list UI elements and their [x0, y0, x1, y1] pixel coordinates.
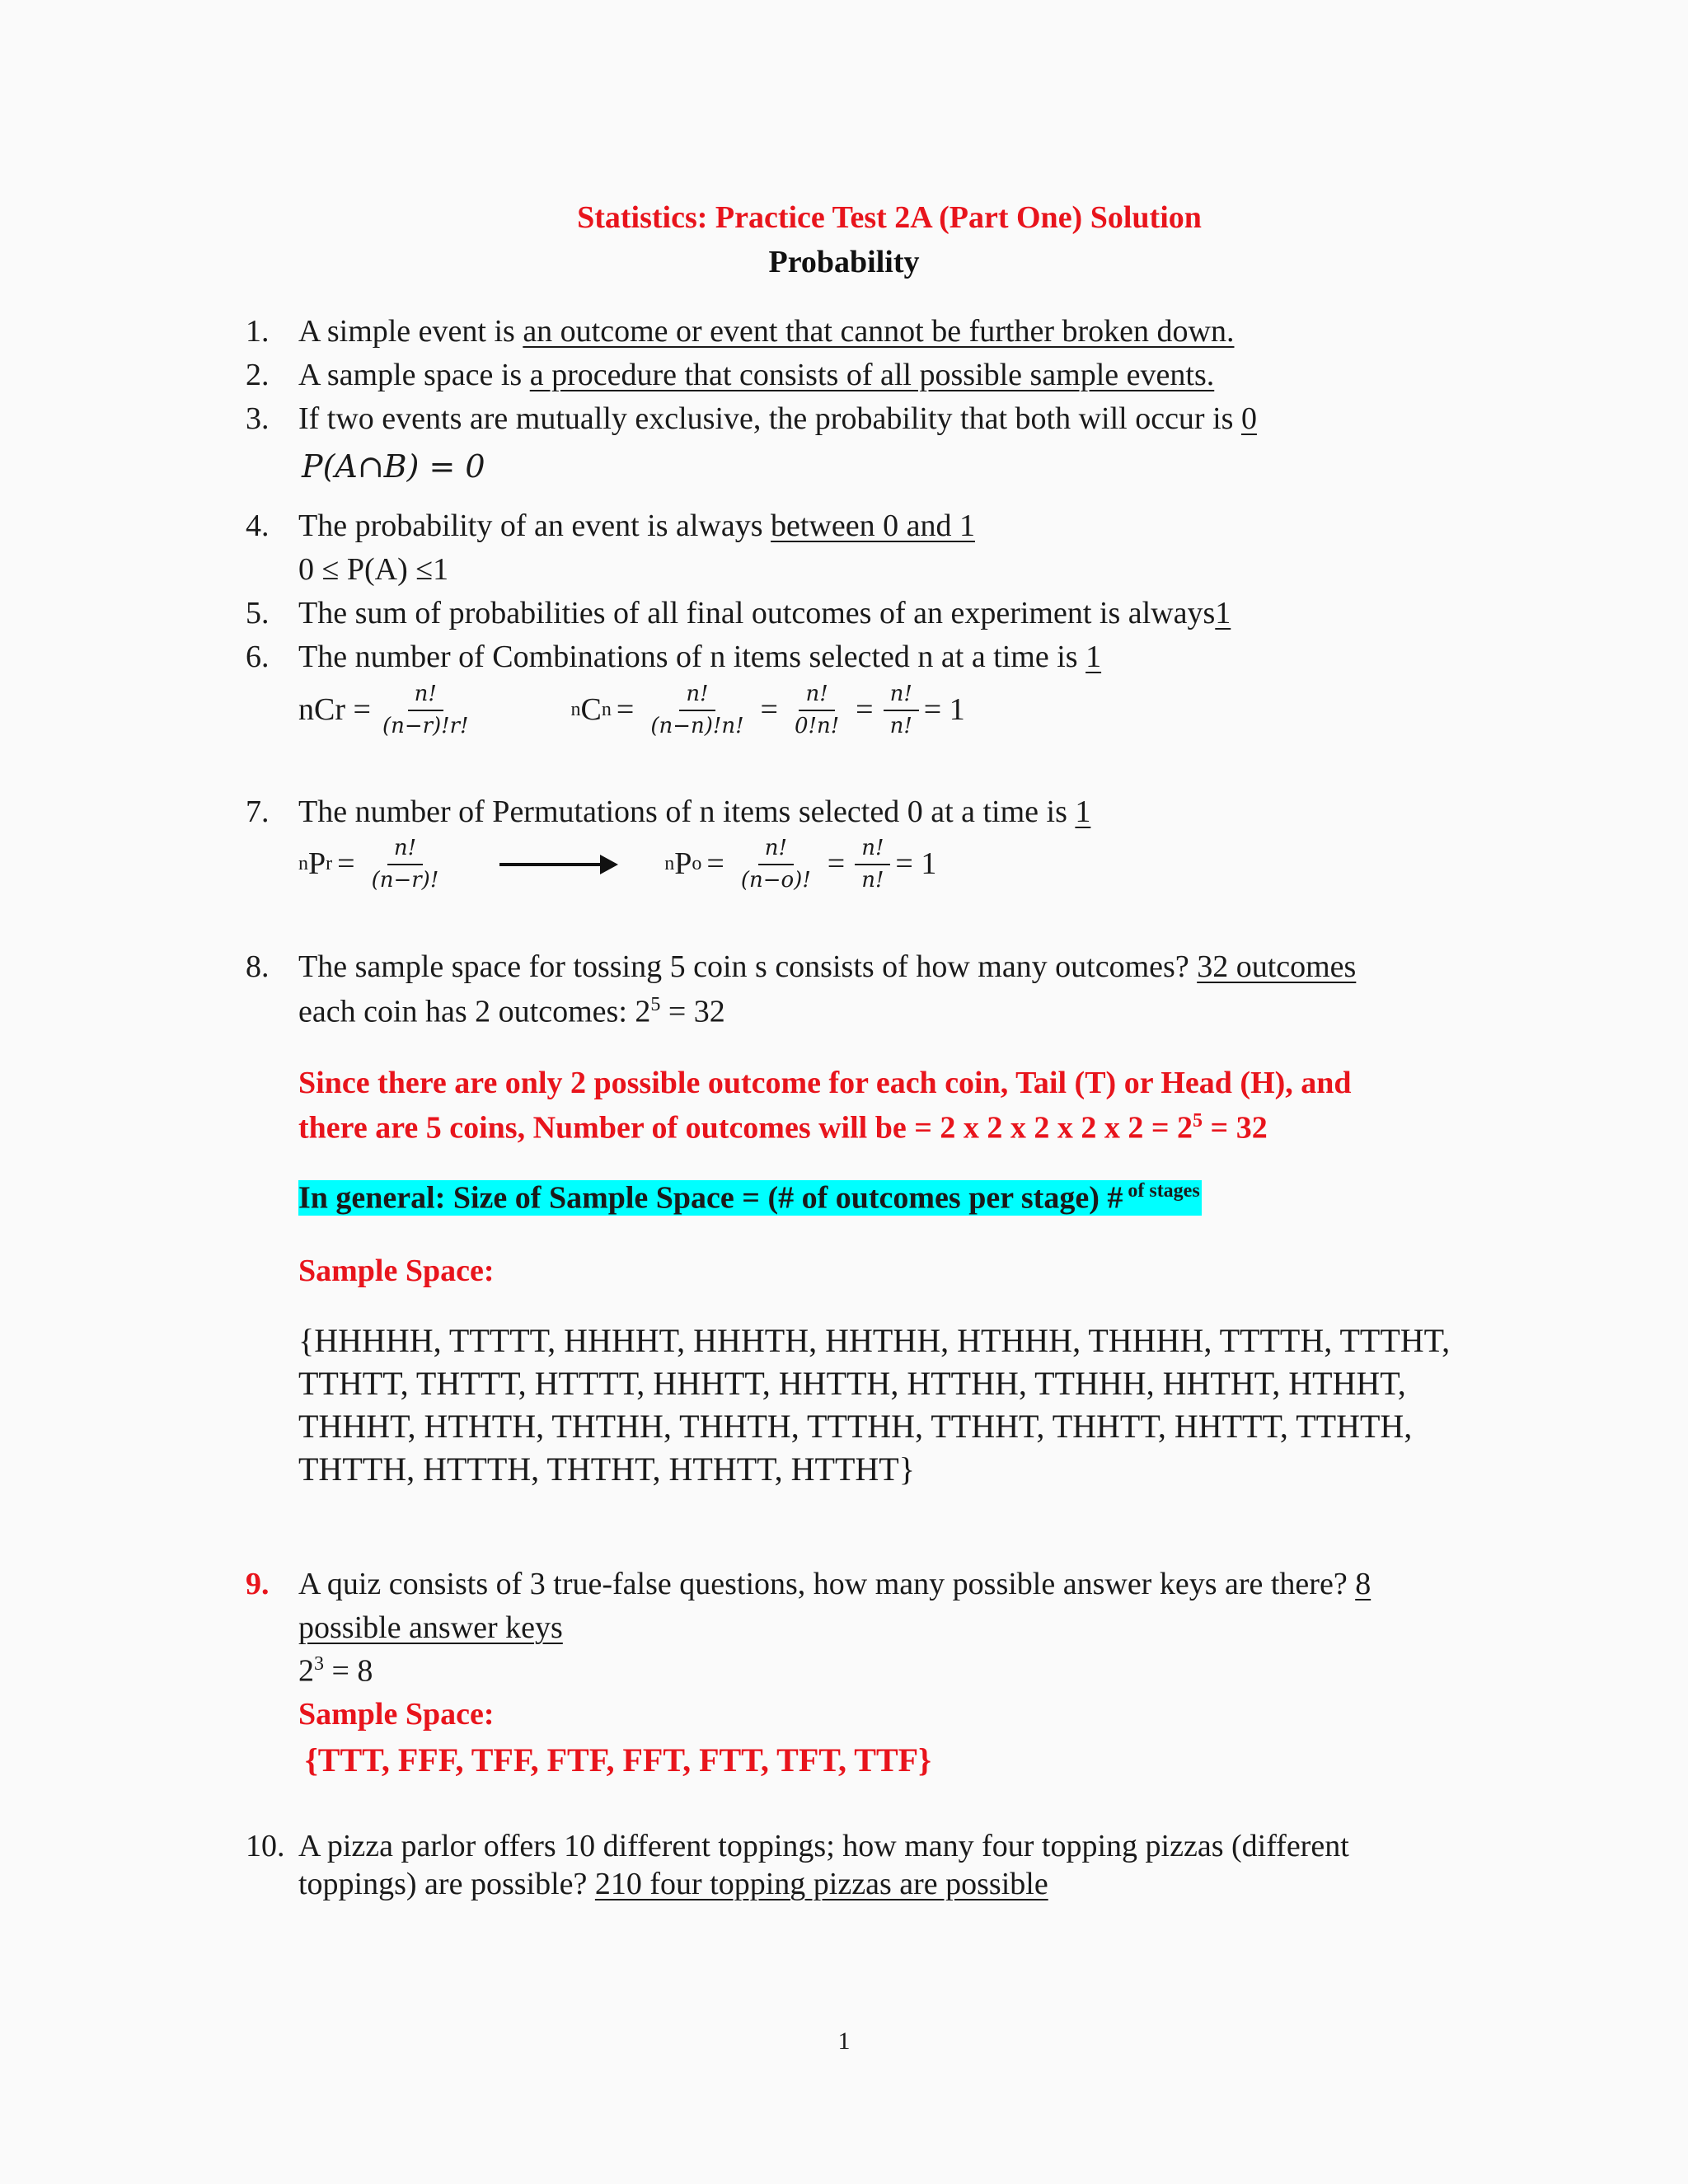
q6-equals-3: =	[856, 691, 874, 727]
q2-question: A sample space is	[298, 358, 530, 392]
q7-question: The number of Permutations of n items selected 0 at a time is	[298, 794, 1076, 829]
q3-question: If two events are mutually exclusive, the probability that both will occur is	[298, 401, 1241, 436]
page-subtitle: Probability	[768, 245, 920, 279]
page-title: Statistics: Practice Test 2A (Part One) Solution	[577, 200, 1202, 235]
q7-npr-sub: r	[326, 853, 333, 875]
q9-text	[298, 1568, 1371, 1602]
q8-question: The sample space for tossing 5 coin s consists of how many outcomes?	[298, 949, 1198, 984]
q9-sample-space: {TTT, FFF, TFF, FTF, FFT, FTT, TFT, TTF}	[305, 1741, 931, 1779]
q8-explanation: each coin has 2 outcomes: $2^5 = 32$	[298, 994, 725, 1029]
q5-answer: 1	[1215, 596, 1231, 630]
q1-answer: an outcome or event that cannot be further broken down.	[523, 314, 1235, 349]
q7-result: = 1	[895, 846, 937, 881]
q7-npo-p: P	[674, 846, 692, 881]
q4-answer: between 0 and 1	[771, 509, 975, 543]
q8-answer: 32 outcomes	[1197, 949, 1357, 984]
q6-fraction-4: $\frac{n!}{n!}$	[884, 682, 919, 738]
q8-general-rule: In general: Size of Sample Space = (# of outcomes per stage) # $^{of stages}$	[298, 1180, 1200, 1216]
q6-fraction-1: $\frac{n!}{(n-r)!r!}$	[382, 682, 469, 738]
q9-calculation: $2^3 = 8$	[298, 1653, 373, 1689]
q3-answer: 0	[1240, 401, 1257, 436]
q6-equals-2: =	[760, 691, 778, 727]
q6-equals-1: =	[616, 691, 635, 727]
q2-text	[298, 359, 1214, 393]
q9-sample-space-label: Sample Space:	[298, 1697, 495, 1732]
q7-npo-presub: n	[664, 853, 675, 875]
q8-sample-line-4: THTTH, HTTTH, THTHT, HTHTT, HTTHT}	[298, 1451, 915, 1488]
q10-number: 10.	[246, 1829, 285, 1863]
q6-ncn-c: C	[580, 691, 602, 727]
page-number: 1	[837, 2027, 851, 2055]
q8-red-line-1: Since there are only 2 possible outcome for each coin, Tail (T) or Head (H), and	[298, 1066, 1352, 1100]
q3-formula: P(A∩B) = 0	[302, 448, 485, 485]
q6-result: = 1	[923, 691, 965, 727]
q6-answer: 1	[1085, 640, 1102, 674]
q7-equals-1: =	[337, 846, 355, 881]
q8-sample-line-1: {HHHHH, TTTTT, HHHHT, HHHTH, HHTHH, HTHHH, THHHH, TTTTH, TTTHT,	[298, 1322, 1451, 1359]
q6-fraction-2: $\frac{n!}{(n-n)!n!}$	[650, 682, 744, 738]
q7-text	[298, 795, 1090, 830]
q6-ncn-sub: n	[601, 699, 612, 721]
q7-npr-p: P	[308, 846, 326, 881]
q7-npr-presub: n	[298, 853, 308, 875]
q7-fraction-3: $\frac{n!}{n!}$	[855, 837, 890, 892]
q7-fraction-2: $\frac{n!}{(n-o)!}$	[740, 836, 811, 893]
q7-number: 7.	[246, 794, 270, 829]
q4-number: 4.	[246, 509, 270, 543]
q6-ncr-label: nCr =	[298, 691, 371, 727]
q5-number: 5.	[246, 596, 270, 630]
q8-sample-line-3: THHHT, HTHTH, THTHH, THHTH, TTTHH, TTHHT, THHTT, HHTTT, TTHTH,	[298, 1408, 1413, 1445]
q9-answer: 8	[1355, 1567, 1372, 1601]
q1-number: 1.	[246, 314, 270, 349]
q10-text: A pizza parlor offers 10 different toppings; how many four topping pizzas (different	[298, 1829, 1349, 1863]
q7-equals-3: =	[827, 846, 846, 881]
q5-question: The sum of probabilities of all final outcomes of an experiment is always	[298, 596, 1216, 630]
q6-number: 6.	[246, 640, 270, 674]
q4-question: The probability of an event is always	[298, 509, 771, 543]
q10-answer: 210 four topping pizzas are possible	[594, 1867, 1048, 1901]
q9-number: 9.	[246, 1567, 270, 1601]
q1-question: A simple event is	[298, 314, 523, 349]
q2-number: 2.	[246, 358, 270, 392]
q7-answer: 1	[1075, 794, 1091, 829]
q7-formula	[298, 837, 936, 892]
q8-number: 8.	[246, 949, 270, 984]
q6-text	[298, 640, 1101, 675]
q8-sample-line-2: TTHTT, THTTT, HTTTT, HHHTT, HHTTH, HTTHH, TTHHH, HHTHT, HTHHT,	[298, 1365, 1406, 1402]
q6-fraction-3: $\frac{n!}{0!n!}$	[794, 682, 840, 738]
q6-question: The number of Combinations of n items selected n at a time is	[298, 640, 1086, 674]
q6-formula	[298, 682, 965, 738]
q3-text	[298, 402, 1257, 437]
right-arrow-icon	[499, 863, 615, 866]
q8-text	[298, 950, 1356, 985]
q7-npo-sub: o	[692, 853, 702, 875]
q2-answer: a procedure that consists of all possible sample events.	[529, 358, 1215, 392]
q5-text	[298, 597, 1231, 631]
q10-text-cont: toppings) are possible? 210 four topping pizzas are possible	[298, 1867, 1048, 1901]
q7-fraction-1: $\frac{n!}{(n-r)!}$	[371, 836, 439, 893]
q9-answer-cont: possible answer keys	[298, 1610, 563, 1645]
q7-equals-2: =	[706, 846, 724, 881]
q4-text	[298, 509, 975, 544]
q9-question: A quiz consists of 3 true-false questions, how many possible answer keys are there?	[298, 1567, 1356, 1601]
q1-text	[298, 315, 1234, 349]
q4-formula: 0 ≤ P(A) ≤1	[298, 552, 449, 587]
q6-ncn-presub: n	[570, 699, 581, 721]
q8-red-line-2: there are 5 coins, Number of outcomes will be = 2 x 2 x 2 x 2 x $2 = 2^5 = 32$	[298, 1110, 1268, 1146]
q8-sample-space-label: Sample Space:	[298, 1254, 495, 1288]
q3-number: 3.	[246, 401, 270, 436]
